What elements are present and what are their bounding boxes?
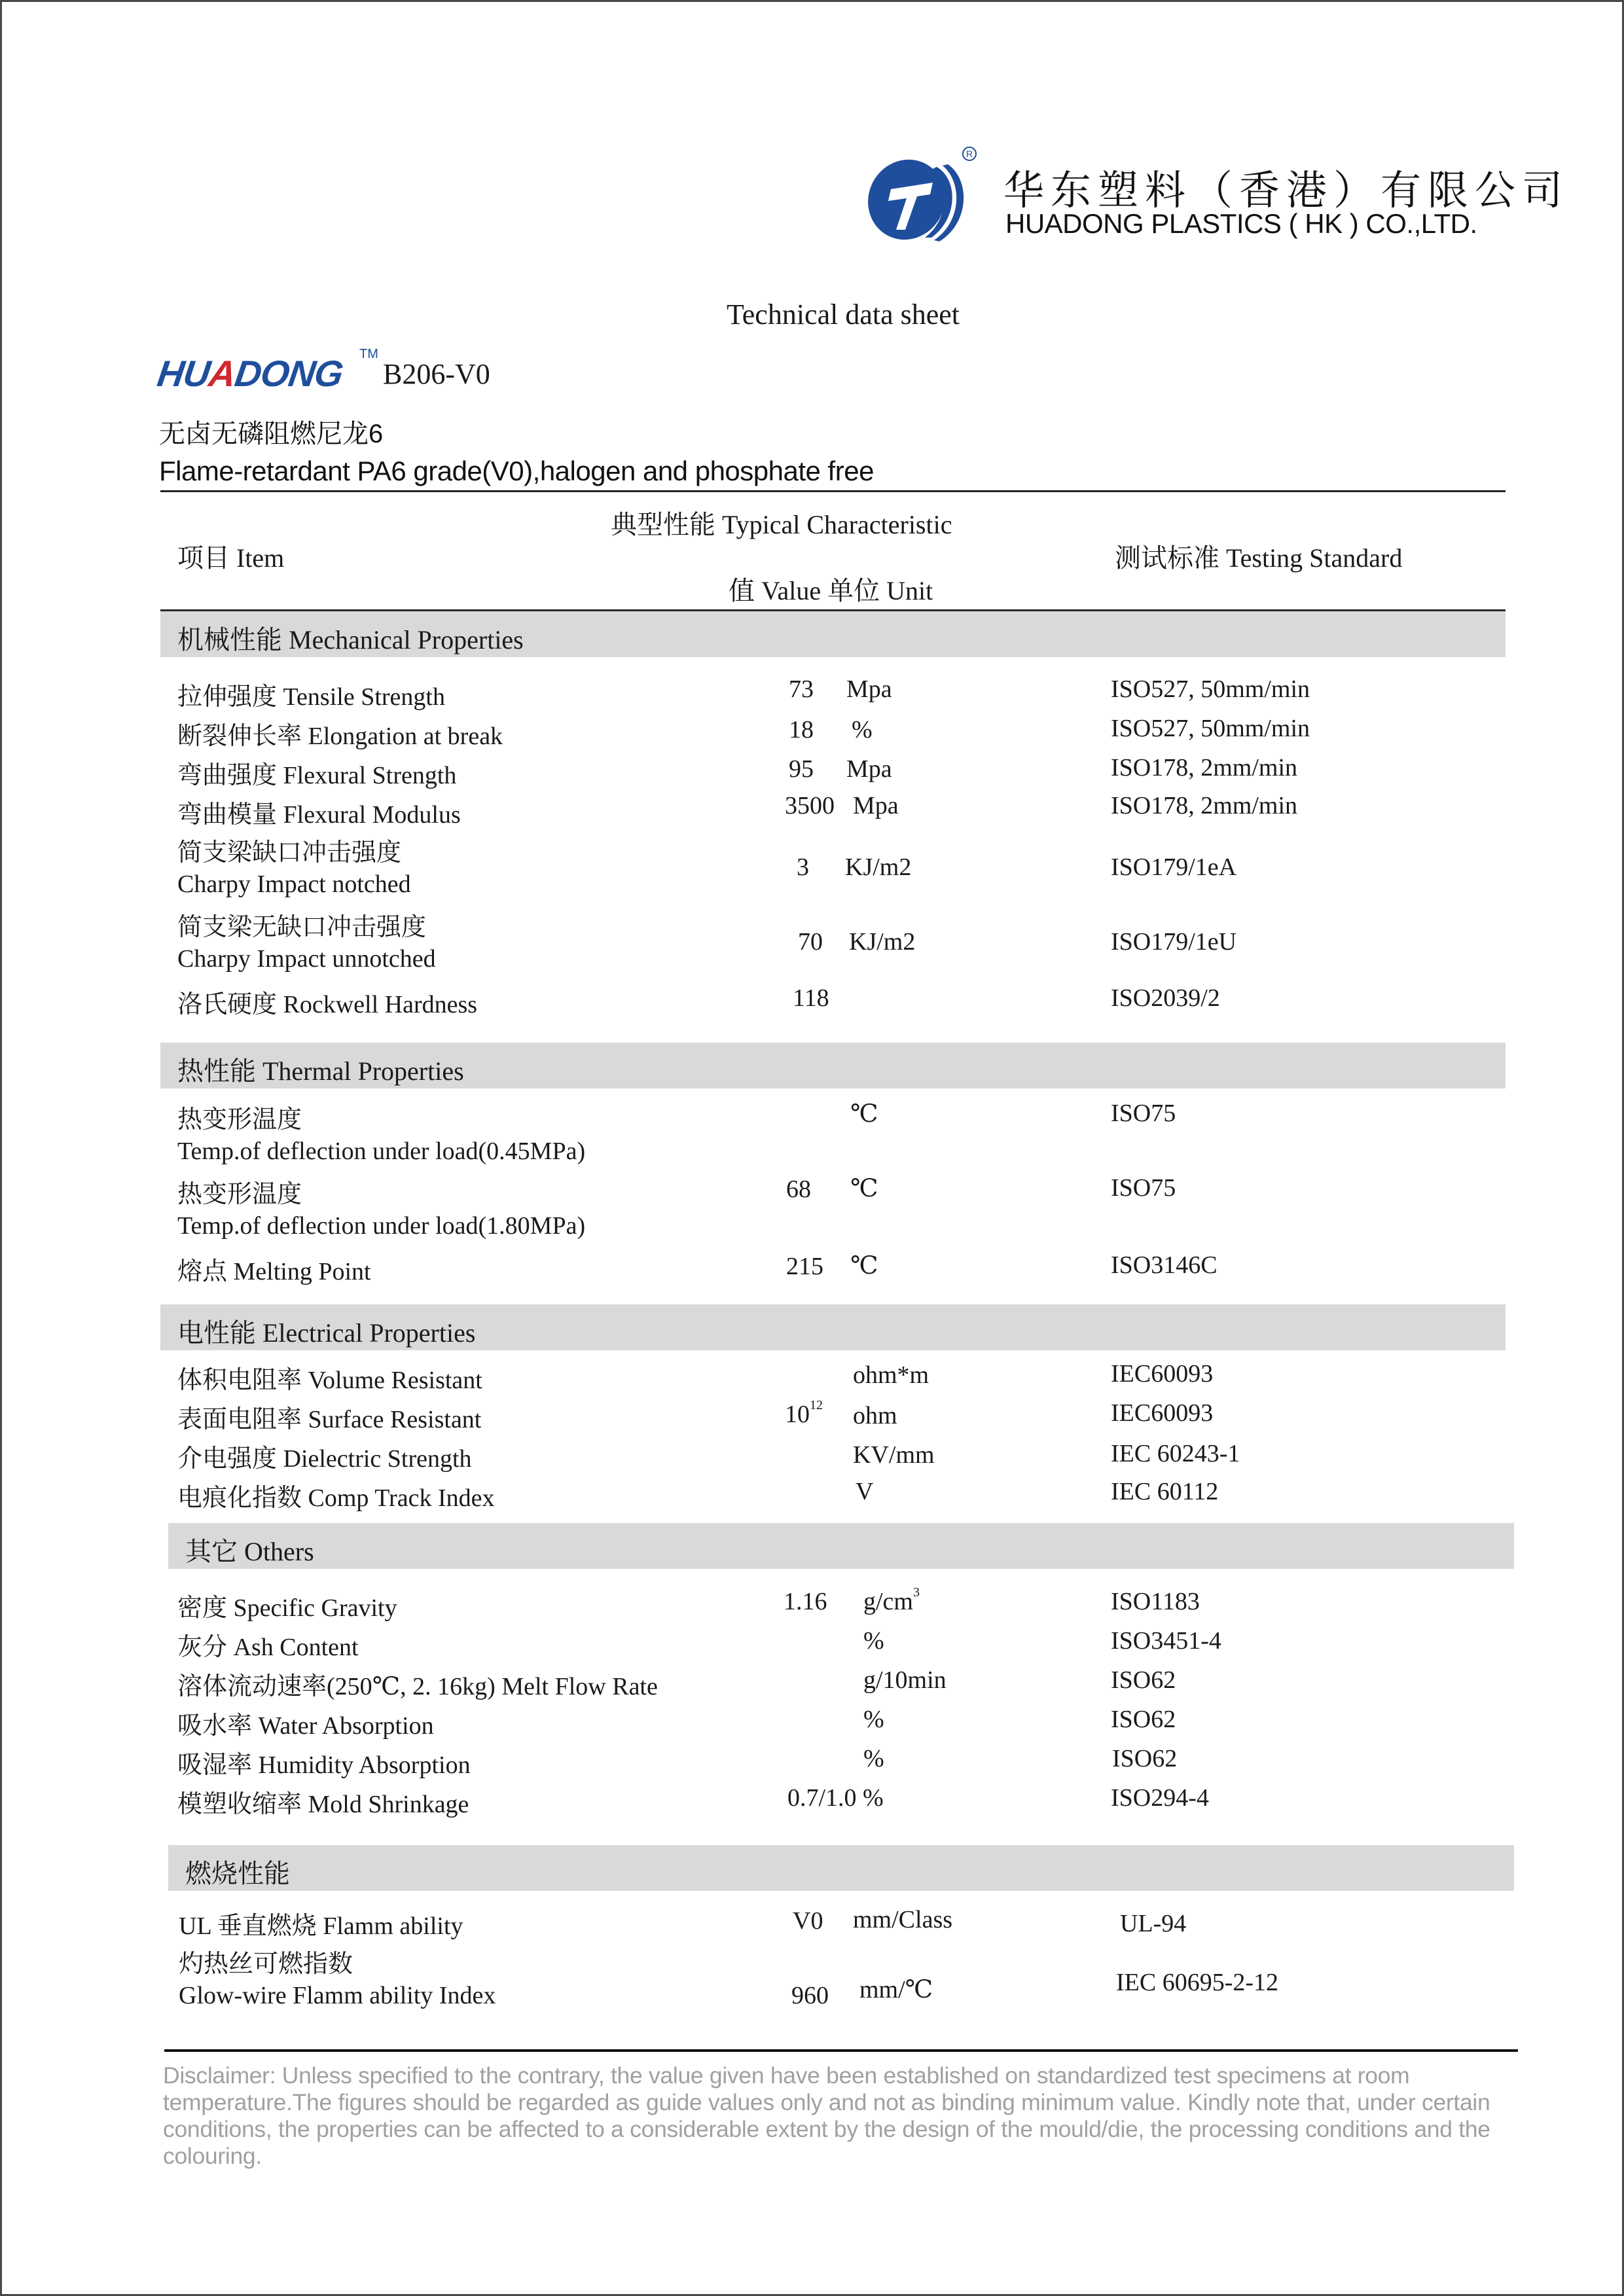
standard: ISO62 <box>1111 1706 1176 1733</box>
item-label-cn: 灼热丝可燃指数 <box>179 1950 353 1978</box>
standard: ISO178, 2mm/min <box>1111 754 1298 781</box>
item-label-cn: 热变形温度 <box>177 1106 302 1134</box>
unit: ℃ <box>850 1252 878 1280</box>
item-label: 灰分 Ash Content <box>177 1634 359 1661</box>
unit: % <box>863 1706 884 1733</box>
item-label: 洛氏硬度 Rockwell Hardness <box>177 991 478 1018</box>
item-label-en: Glow-wire Flamm ability Index <box>179 1982 496 2009</box>
item-label: 吸湿率 Humidity Absorption <box>177 1751 471 1779</box>
unit: ohm*m <box>853 1361 929 1389</box>
value-base: 10 <box>785 1401 810 1428</box>
value: V0 <box>793 1907 823 1935</box>
standard: ISO179/1eU <box>1111 928 1237 956</box>
item-label: 表面电阻率 Surface Resistant <box>177 1406 482 1433</box>
value: 118 <box>793 984 829 1012</box>
item-label: 熔点 Melting Point <box>177 1258 371 1285</box>
standard: ISO1183 <box>1111 1588 1200 1615</box>
standard: ISO527, 50mm/min <box>1111 715 1310 742</box>
unit: KJ/m2 <box>845 853 912 881</box>
standard: ISO75 <box>1111 1100 1176 1127</box>
value: 68 <box>786 1175 811 1203</box>
unit: Mpa <box>846 675 892 703</box>
item-label: 弯曲模量 Flexural Modulus <box>177 801 461 829</box>
value: 1.16 <box>784 1588 827 1615</box>
column-header-item: 项目 Item <box>177 543 285 573</box>
unit: % <box>863 1745 884 1772</box>
standard: IEC 60112 <box>1111 1478 1219 1505</box>
unit-base: g/cm <box>863 1588 913 1615</box>
unit: ℃ <box>850 1100 878 1128</box>
standard: ISO294-4 <box>1111 1784 1209 1812</box>
column-header-value-unit: 值 Value 单位 Unit <box>729 576 933 605</box>
column-header-typical: 典型性能 Typical Characteristic <box>611 510 952 539</box>
section-band-flammability <box>168 1845 1514 1891</box>
unit: KV/mm <box>853 1441 935 1469</box>
item-label: 吸水率 Water Absorption <box>177 1712 434 1740</box>
unit: % <box>852 716 873 744</box>
item-label: UL 垂直燃烧 Flamm ability <box>179 1912 463 1940</box>
standard: IEC 60243-1 <box>1111 1440 1240 1467</box>
section-band-others <box>168 1523 1514 1569</box>
item-label-cn: 简支梁缺口冲击强度 <box>177 839 402 867</box>
trademark-mark: TM <box>359 347 378 361</box>
section-band-electrical <box>160 1304 1506 1350</box>
standard: IEC60093 <box>1111 1399 1214 1427</box>
svg-text:R: R <box>965 149 973 159</box>
top-divider <box>160 490 1506 492</box>
company-name-cn: 华东塑料（香港）有限公司 <box>1003 168 1570 213</box>
standard: IEC 60695-2-12 <box>1116 1969 1279 1996</box>
value: 73 <box>789 675 814 703</box>
item-label-en: Temp.of deflection under load(1.80MPa) <box>177 1212 586 1240</box>
column-header-standard: 测试标准 Testing Standard <box>1115 543 1403 573</box>
unit: ℃ <box>850 1175 878 1202</box>
unit: Mpa <box>853 792 899 819</box>
item-label: 体积电阻率 Volume Resistant <box>177 1367 482 1394</box>
standard: ISO62 <box>1112 1745 1178 1772</box>
unit: mm/Class <box>853 1906 953 1933</box>
item-label: 密度 Specific Gravity <box>177 1594 397 1622</box>
value: 215 <box>786 1253 823 1280</box>
unit: % <box>863 1627 884 1655</box>
item-label: 介电强度 Dielectric Strength <box>177 1445 472 1473</box>
value: 0.7/1.0 % <box>787 1784 884 1812</box>
unit: g/10min <box>863 1666 947 1694</box>
unit: mm/℃ <box>859 1976 933 2003</box>
section-band-mechanical <box>160 611 1506 657</box>
standard: ISO3146C <box>1111 1251 1218 1279</box>
section-title: 燃烧性能 <box>185 1859 290 1888</box>
company-name-en: HUADONG PLASTICS ( HK ) CO.,LTD. <box>1005 208 1477 239</box>
standard: ISO178, 2mm/min <box>1111 792 1298 819</box>
unit: ohm <box>853 1402 897 1429</box>
item-label: 弯曲强度 Flexural Strength <box>177 762 457 789</box>
standard: ISO62 <box>1111 1666 1176 1694</box>
value <box>785 1400 823 1429</box>
unit: KJ/m2 <box>849 928 916 956</box>
standard: UL-94 <box>1120 1910 1187 1937</box>
unit: V <box>856 1478 874 1505</box>
standard: ISO2039/2 <box>1111 984 1220 1012</box>
unit: Mpa <box>846 755 892 783</box>
item-label: 电痕化指数 Comp Track Index <box>177 1484 495 1512</box>
section-title: 热性能 Thermal Properties <box>177 1056 464 1086</box>
document-title: Technical data sheet <box>726 298 960 331</box>
value: 18 <box>789 716 814 744</box>
product-subtitle-en: Flame-retardant PA6 grade(V0),halogen and phosphate free <box>159 456 874 486</box>
section-band-thermal <box>160 1043 1506 1088</box>
value: 95 <box>789 755 814 783</box>
item-label: 溶体流动速率(250℃, 2. 16kg) Melt Flow Rate <box>177 1673 658 1700</box>
item-label-cn: 简支梁无缺口冲击强度 <box>177 914 427 941</box>
unit-exponent: 3 <box>912 1585 920 1600</box>
huadong-logo-icon <box>859 146 984 244</box>
value: 70 <box>798 928 823 956</box>
section-title: 机械性能 Mechanical Properties <box>177 625 524 655</box>
value: 3500 <box>785 792 835 819</box>
product-grade: B206-V0 <box>383 358 490 390</box>
item-label: 断裂伸长率 Elongation at break <box>177 723 503 750</box>
value: 960 <box>791 1982 829 2009</box>
brand-wordmark: HUADONG <box>154 353 346 394</box>
value-exponent: 12 <box>810 1398 823 1413</box>
standard: ISO179/1eA <box>1111 853 1237 881</box>
item-label-cn: 热变形温度 <box>177 1181 302 1208</box>
standard: IEC60093 <box>1111 1360 1214 1388</box>
value: 3 <box>797 853 809 881</box>
unit <box>863 1587 920 1616</box>
section-title: 其它 Others <box>185 1537 314 1566</box>
item-label: 模塑收缩率 Mold Shrinkage <box>177 1791 469 1818</box>
disclaimer-text: Disclaimer: Unless specified to the contrary, the value given have been established on standardized test specimens at room temperature.The figures should be regarded as guide values only and not as binding minimum value. Kindly note that, under certain conditions, the properties can be affected to a considerable extent by the design of the mould/die, the processing conditions and the colouring. <box>163 2062 1490 2169</box>
item-label: 拉伸强度 Tensile Strength <box>177 683 445 711</box>
product-subtitle-cn: 无卤无磷阻燃尼龙6 <box>159 420 384 448</box>
item-label-en: Charpy Impact unnotched <box>177 945 436 973</box>
section-title: 电性能 Electrical Properties <box>177 1318 476 1348</box>
standard: ISO3451-4 <box>1111 1627 1221 1655</box>
item-label-en: Temp.of deflection under load(0.45MPa) <box>177 1138 586 1165</box>
standard: ISO527, 50mm/min <box>1111 675 1310 703</box>
footer-divider <box>164 2049 1518 2052</box>
standard: ISO75 <box>1111 1174 1176 1202</box>
item-label-en: Charpy Impact notched <box>177 870 411 898</box>
